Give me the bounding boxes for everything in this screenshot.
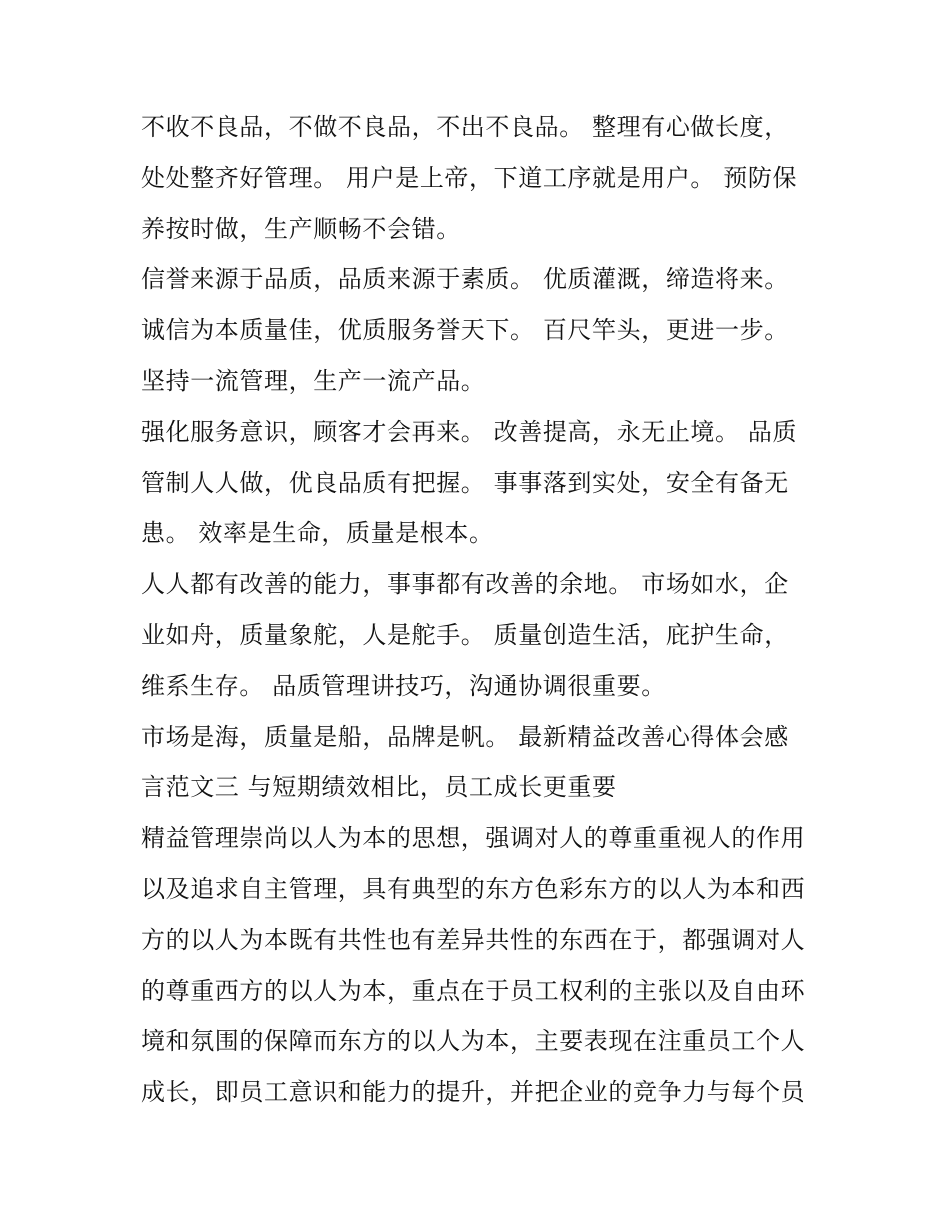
text-line: 处处整齐好管理。 用户是上帝，下道工序就是用户。 预防保	[141, 163, 798, 192]
text-line: 市场是海，质量是船，品牌是帆。 最新精益改善心得体会感	[141, 722, 789, 751]
text-line: 患。 效率是生命，质量是根本。	[141, 519, 494, 548]
text-line: 养按时做，生产顺畅不会错。	[141, 214, 461, 243]
document-body	[141, 102, 813, 1118]
text-line: 业如舟，质量象舵，人是舵手。 质量创造生活，庇护生命，	[141, 620, 789, 649]
text-line: 方的以人为本既有共性也有差异共性的东西在于，都强调对人	[141, 925, 806, 954]
text-line: 信誉来源于品质，品质来源于素质。 优质灌溉，缔造将来。	[141, 265, 789, 294]
text-line: 精益管理崇尚以人为本的思想，强调对人的尊重重视人的作用	[141, 824, 806, 853]
text-line: 的尊重西方的以人为本，重点在于员工权利的主张以及自由环	[141, 976, 806, 1005]
text-line: 人人都有改善的能力，事事都有改善的余地。 市场如水，企	[141, 570, 789, 599]
text-line: 以及追求自主管理，具有典型的东方色彩东方的以人为本和西	[141, 874, 806, 903]
text-line: 言范文三 与短期绩效相比，员工成长更重要	[141, 773, 617, 802]
text-line: 管制人人做，优良品质有把握。 事事落到实处，安全有备无	[141, 468, 789, 497]
text-line: 强化服务意识，顾客才会再来。 改善提高，永无止境。 品质	[141, 417, 798, 446]
text-line: 诚信为本质量佳，优质服务誉天下。 百尺竿头，更进一步。	[141, 316, 789, 345]
text-line: 境和氛围的保障而东方的以人为本，主要表现在注重员工个人	[141, 1027, 806, 1056]
text-line: 成长，即员工意识和能力的提升，并把企业的竞争力与每个员	[141, 1078, 806, 1107]
text-line: 坚持一流管理，生产一流产品。	[141, 366, 486, 395]
text-line: 不收不良品，不做不良品，不出不良品。 整理有心做长度，	[141, 113, 789, 141]
text-line: 维系生存。 品质管理讲技巧，沟通协调很重要。	[141, 671, 666, 700]
